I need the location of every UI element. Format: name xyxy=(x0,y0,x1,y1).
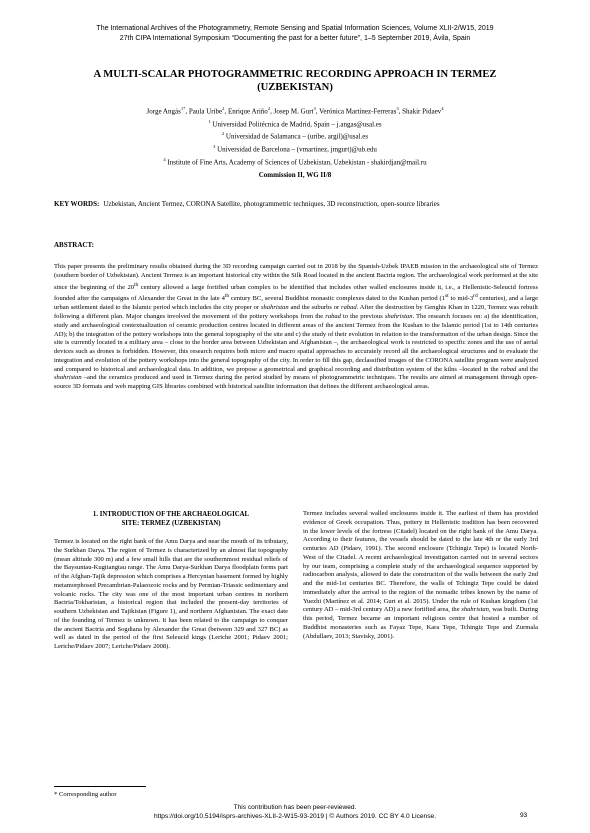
header-journal-line: The International Archives of the Photogrammetry, Remote Sensing and Spatial Information Sciences, Volume XLII-2/W15, 2019 xyxy=(96,25,494,32)
keywords-block xyxy=(54,200,538,209)
author-name: Verónica Martínez-Ferreras xyxy=(319,107,397,116)
abstract-superscript: rd xyxy=(473,293,478,300)
abstract-text: century BC, several Buddhist monastic complexes dated to the Kushan period (1 xyxy=(229,295,445,303)
author-name: Shakir Pidaev xyxy=(402,107,442,116)
author-name: Jorge Angás xyxy=(146,107,181,116)
abstract-heading: ABSTRACT: xyxy=(54,241,94,249)
affiliation-mark: 4 xyxy=(163,156,166,162)
section-heading-line-2: SITE: TERMEZ (UZBEKISTAN) xyxy=(121,520,221,527)
page-number: 93 xyxy=(520,812,528,819)
abstract-body xyxy=(54,263,538,392)
affiliation-mark: 1 xyxy=(208,118,211,124)
abstract-italic-term: shahristan xyxy=(260,304,289,312)
abstract-text: –and the ceramics produced and used in Termez during the period studied by means of photogrammetric techniques. The results are aimed at management through open-source 3D formats and web mapping GIS libraries combined with historical satellite information that defines the different archaeological areas. xyxy=(54,374,538,391)
abstract-italic-term: shahristan xyxy=(384,313,413,321)
title-line-1: A MULTI-SCALAR PHOTOGRAMMETRIC RECORDING APPROACH IN TERMEZ xyxy=(93,69,497,80)
abstract-superscript: th xyxy=(224,293,230,300)
right-column xyxy=(303,510,538,641)
abstract-text: . The research focuses on: a) the identification, study and archaeological contextualization of ceramic production centres located in different areas of the ancient Termez from the Kushan to the Islamic period (1st to 14th centuries AD); b) the integration of the pottery workshops into the general topography of the site and c) the study of their evolution in relation to the transformation of the urban design. Since the site is currently located in a military area – close to the border area between Uzbekistan and Afghanistan –, the archaeological work is restricted to specific zones and the use of aerial devices such as drones is forbidden. However, this research requires both micro and macro spatial approaches to accurately record all the archaeological structures and to evaluate the integration and evolution of the pottery workshops into the general topography of the city. In order to fill this gap, declassified images of the CORONA satellite program were analyzed and compared to historical and archaeological data. In addition, we propose a geometrical and graphical recording and distribution system of the kilns –located in the xyxy=(54,313,538,373)
affiliation-text: Universidad de Barcelona – (vmartinez, jmgurt)@ub.edu xyxy=(217,145,377,154)
abstract-text: centuries), and a large urban settlement dated to the Islamic period which includes the city proper or xyxy=(54,295,538,312)
footnote: * Corresponding author xyxy=(54,791,117,798)
abstract-text: . After the destruction by Genghis Khan in 1220, Termez was rebuilt following a different plan. Major changes involved the movement of the pottery workshops from the xyxy=(54,304,538,321)
section-heading-line-1: 1. INTRODUCTION OF THE ARCHAEOLOGICAL xyxy=(92,511,250,518)
abstract-superscript: th xyxy=(134,281,139,288)
keywords-text: Uzbekistan, Ancient Termez, CORONA Satellite, photogrammetric techniques, 3D reconstruction, open-source libraries xyxy=(103,200,440,208)
paper-title xyxy=(40,68,550,94)
affiliation-line xyxy=(40,117,550,130)
paragraph-text: , was built. During this period, Termez became an important religious centre that hosted a number of Buddhist monasteries such as Fayaz Tepe, Kara Tepe, Tchingiz Tepe and Zurmala (Abdullaev, 2013; Stavisky, 2001). xyxy=(303,606,539,640)
affiliation-line xyxy=(40,129,550,142)
author-name: Enrique Ariño xyxy=(227,107,268,116)
abstract-text: to mid-3 xyxy=(448,295,474,303)
author-affiliation-mark: 1* xyxy=(180,106,186,111)
abstract-italic-term: rabad xyxy=(325,313,341,321)
affiliation-mark: 2 xyxy=(221,131,225,137)
abstract-text: This paper presents the preliminary results obtained during the 3D recording campaign carried out in 2018 by the Spanish-Uzbek IPAEB mission in the archaeological site of Termez (southern border of Uzbekistan). Ancient Termez is an important historical city within the Silk Road located in the ancient Bactria region. The archaeological work performed at the site since the beginning of the 20 xyxy=(54,263,538,291)
left-column xyxy=(54,510,288,652)
section-heading xyxy=(54,510,288,528)
abstract-italic-term: shahristan xyxy=(54,374,82,382)
header-symposium-line: 27th CIPA International Symposium “Documenting the past for a better future”, 1–5 September 2019, Ávila, Spain xyxy=(119,34,471,42)
author-list: Jorge Angás$^{1*}$, Paula Uribe$^2$, Enrique Ariño$^2$, Josep M. Gurt$^3$, Verónica Martínez-Ferreras$^3$, Shakir Pidaev$^4$ xyxy=(146,106,444,116)
author-affiliation-mark: 2 xyxy=(267,106,271,111)
abstract-text: and the xyxy=(516,365,538,373)
paragraph-text: Termez includes several walled enclosures inside it. The earliest of them has provided evidence of Greek occupation. Thus, pottery in Hellenistic tradition has been recovered in the lower levels of the fortress (Citadel) located on the right bank of the Amu Darya. According to their features, the vessels should be dated to the late 4th or the early 3rd centuries AD (Pidaev, 1991). The second enclosure (Tchingiz Tepe) is located North-West of the Citadel. A recent archaeological investigation carried out in several sectors by our team, comprising a complete study of the archaeological sequence supported by radiocarbon analysis, allowed to date the construction of the walls between the early 2nd and the mid-1st centuries BC. Therefore, the walls of Tchingiz Tepe could be dated immediately after the arrival to the region of the nomadic tribes known by the name of Yuezhi (Martínez et al. 2014; Gurt et al. 2015). Under the rule of Kushan kingdom (1st century AD – mid-3rd century AD) a new fortified area, the xyxy=(303,510,538,614)
author-block xyxy=(40,104,550,167)
author-affiliation-mark: 4 xyxy=(441,106,444,111)
abstract-text: to the previous xyxy=(340,313,385,321)
author-affiliation-mark: 3 xyxy=(313,106,316,111)
author-affiliation-mark: 2 xyxy=(222,106,225,111)
commission-label: Commission II, WG II/8 xyxy=(258,171,332,179)
doi-license-line: https://doi.org/10.5194/isprs-archives-XLII-2-W15-93-2019 | © Authors 2019. CC BY 4.0 License. xyxy=(153,813,437,820)
footnote-rule xyxy=(54,786,146,787)
affiliation-text: Institute of Fine Arts, Academy of Sciences of Uzbekistan, Uzbekistan - shakirdjan@mail.ru xyxy=(167,157,427,166)
abstract-superscript: st xyxy=(445,293,449,300)
title-line-2: (UZBEKISTAN) xyxy=(257,82,333,93)
abstract-italic-term: rabad xyxy=(500,365,517,373)
page-footer xyxy=(0,803,590,821)
affiliation-text: Universidad de Salamanca – (uribe, argil)@usal.es xyxy=(225,132,369,141)
author-affiliation-mark: 3 xyxy=(396,106,399,111)
author-name: Paula Uribe xyxy=(188,107,223,116)
section-paragraph xyxy=(303,510,538,641)
author-name: Josep M. Gurt xyxy=(273,107,314,116)
affiliation-line xyxy=(40,142,550,155)
abstract-italic-term: rabad xyxy=(341,304,357,312)
peer-review-note: This contribution has been peer-reviewed. xyxy=(233,804,357,811)
paragraph-italic-term: shahristan xyxy=(461,606,489,614)
affiliation-text: Universidad Politécnica de Madrid, Spain – j.angas@usal.es xyxy=(212,119,382,128)
affiliation-mark: 3 xyxy=(213,143,216,149)
running-header xyxy=(0,24,590,43)
abstract-text: and the suburbs or xyxy=(288,304,342,312)
affiliation-line xyxy=(40,155,550,168)
abstract-text: century allowed a large fortified urban complex to be identified that includes other walled enclosures inside it, i.e., a Hellenistic-Seleucid fortress founded after the campaigns of Alexander the Great in the late 4 xyxy=(54,283,538,303)
keywords-label: KEY WORDS: xyxy=(54,200,100,208)
section-paragraph: Termez is located on the right bank of the Amu Darya and near the mouth of its tributary, the Surkhan Darya. The region of Termez is characterized by an almost flat topography (mean altitude 300 m) and a few small hills that are the southernmost residual reliefs of the Baysuntau-Kugitangtau range. The Amu Darya-Surkhan Darya floodplain forms part of the Afghan-Tajik depression which comprises a Hercynian basement formed by highly metamorphosed Precambrian-Palaeozoic rocks and by Permian-Triassic sedimentary and volcanic rocks. The city was one of the most important urban centres in northern Bactria/Tokharistan, a historical region that included the present-day territories of southern Uzbekistan and Tajikistan (Figure 1), and northern Afghanistan. The exact date of the founding of Termez is unknown. It has been related to the campaign to conquer the ancient Bactria and Sogdiana by Alexander the Great (between 329 and 327 BC) as well as dated in the period of the first Seleucid kings (Leriche 2001; Pidaev 2001; Leriche/Pidaev 2007; Leriche/Pidaev 2008). xyxy=(54,538,288,650)
